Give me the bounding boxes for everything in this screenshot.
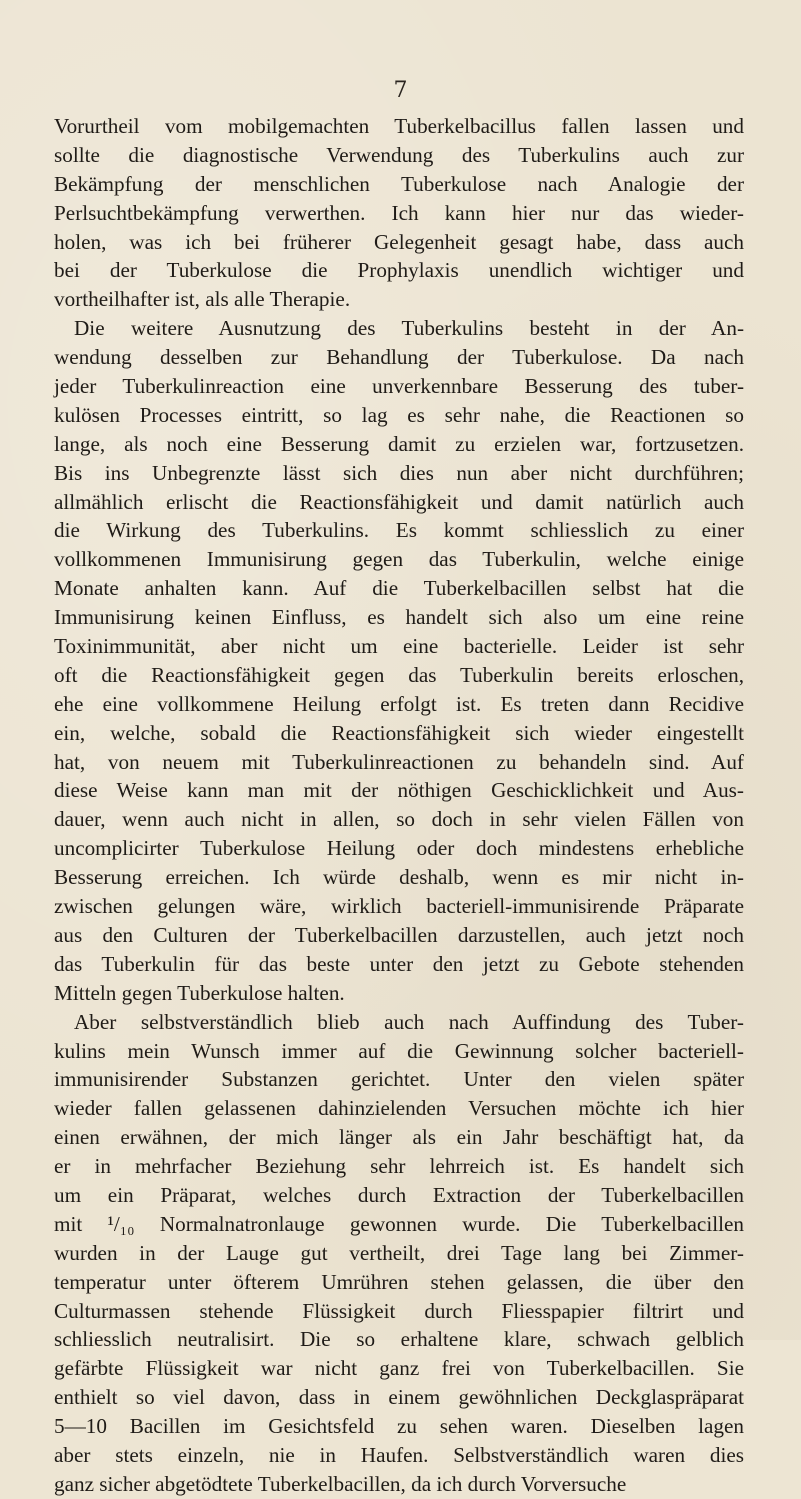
text-line: vollkommenen Immunisirung gegen das Tuberkulin, welche einige bbox=[54, 547, 744, 572]
text-line: uncomplicirter Tuberkulose Heilung oder doch mindestens erhebliche bbox=[54, 836, 744, 861]
text-line: temperatur unter öfterem Umrühren stehen gelassen, die über den bbox=[54, 1269, 744, 1294]
text-line: Bekämpfung der menschlichen Tuberkulose nach Analogie der bbox=[54, 171, 744, 196]
text-line: Monate anhalten kann. Auf die Tuberkelbacillen selbst hat die bbox=[54, 576, 744, 601]
text-line: mit ¹/₁₀ Normalnatronlauge gewonnen wurde. Die Tuberkelbacillen bbox=[54, 1211, 744, 1236]
text-line: gefärbte Flüssigkeit war nicht ganz frei von Tuberkelbacillen. Sie bbox=[54, 1356, 744, 1381]
text-line: ehe eine vollkommene Heilung erfolgt ist. Es treten dann Recidive bbox=[54, 691, 744, 716]
text-line: Immunisirung keinen Einfluss, es handelt sich also um eine reine bbox=[54, 605, 744, 630]
text-line: bei der Tuberkulose die Prophylaxis unendlich wichtiger und bbox=[54, 258, 744, 283]
text-line: Aber selbstverständlich blieb auch nach Auffindung des Tuber- bbox=[74, 1009, 744, 1034]
text-line: enthielt so viel davon, dass in einem gewöhnlichen Deckglaspräparat bbox=[54, 1385, 744, 1410]
text-line: allmählich erlischt die Reactionsfähigkeit und damit natürlich auch bbox=[54, 489, 744, 514]
text-line: Culturmassen stehende Flüssigkeit durch Fliesspapier filtrirt und bbox=[54, 1298, 744, 1323]
text-line: kulösen Processes eintritt, so lag es sehr nahe, die Reactionen so bbox=[54, 402, 744, 427]
text-line: immunisirender Substanzen gerichtet. Unter den vielen später bbox=[54, 1067, 744, 1092]
text-line: wieder fallen gelassenen dahinzielenden Versuchen möchte ich hier bbox=[54, 1096, 744, 1121]
text-line: sollte die diagnostische Verwendung des Tuberkulins auch zur bbox=[54, 142, 744, 167]
text-line: Toxinimmunität, aber nicht um eine bacterielle. Leider ist sehr bbox=[54, 634, 744, 659]
text-line: Bis ins Unbegrenzte lässt sich dies nun aber nicht durchführen; bbox=[54, 460, 744, 485]
text-line: jeder Tuberkulinreaction eine unverkennbare Besserung des tuber- bbox=[54, 374, 744, 399]
text-line: dauer, wenn auch nicht in allen, so doch in sehr vielen Fällen von bbox=[54, 807, 744, 832]
body-text bbox=[54, 112, 744, 1499]
page-number: 7 bbox=[393, 78, 408, 103]
text-line: wendung desselben zur Behandlung der Tuberkulose. Da nach bbox=[54, 345, 744, 370]
text-line: das Tuberkulin für das beste unter den jetzt zu Gebote stehenden bbox=[54, 951, 744, 976]
text-line: Besserung erreichen. Ich würde deshalb, wenn es mir nicht in- bbox=[54, 865, 744, 890]
text-line: Vorurtheil vom mobilgemachten Tuberkelbacillus fallen lassen und bbox=[54, 114, 744, 138]
text-line: kulins mein Wunsch immer auf die Gewinnung solcher bacteriell- bbox=[54, 1038, 744, 1063]
text-line: Perlsuchtbekämpfung verwerthen. Ich kann hier nur das wieder- bbox=[54, 200, 744, 225]
text-line: ganz sicher abgetödtete Tuberkelbacillen, da ich durch Vorversuche bbox=[54, 1471, 627, 1496]
text-line: lange, als noch eine Besserung damit zu erzielen war, fortzusetzen. bbox=[54, 431, 744, 456]
text-line: 5—10 Bacillen im Gesichtsfeld zu sehen waren. Dieselben lagen bbox=[54, 1414, 744, 1439]
text-line: die Wirkung des Tuberkulins. Es kommt schliesslich zu einer bbox=[54, 518, 744, 543]
text-line: diese Weise kann man mit der nöthigen Geschicklichkeit und Aus- bbox=[54, 778, 744, 803]
text-line: Mitteln gegen Tuberkulose halten. bbox=[54, 980, 345, 1005]
text-line: aber stets einzeln, nie in Haufen. Selbstverständlich waren dies bbox=[54, 1442, 744, 1467]
text-line: ein, welche, sobald die Reactionsfähigkeit sich wieder eingestellt bbox=[54, 720, 744, 745]
text-line: schliesslich neutralisirt. Die so erhaltene klare, schwach gelblich bbox=[54, 1327, 744, 1352]
text-line: wurden in der Lauge gut vertheilt, drei Tage lang bei Zimmer- bbox=[54, 1240, 744, 1265]
text-line: zwischen gelungen wäre, wirklich bacteriell-immunisirende Präparate bbox=[54, 894, 744, 919]
text-line: oft die Reactionsfähigkeit gegen das Tuberkulin bereits erloschen, bbox=[54, 662, 744, 687]
text-line: einen erwähnen, der mich länger als ein Jahr beschäftigt hat, da bbox=[54, 1125, 744, 1150]
text-line: aus den Culturen der Tuberkelbacillen darzustellen, auch jetzt noch bbox=[54, 922, 744, 947]
text-line: vortheilhafter ist, als alle Therapie. bbox=[54, 287, 351, 312]
text-line: um ein Präparat, welches durch Extraction der Tuberkelbacillen bbox=[54, 1182, 744, 1207]
text-line: er in mehrfacher Beziehung sehr lehrreich ist. Es handelt sich bbox=[54, 1154, 744, 1179]
text-line: hat, von neuem mit Tuberkulinreactionen zu behandeln sind. Auf bbox=[54, 749, 744, 774]
text-line: Die weitere Ausnutzung des Tuberkulins besteht in der An- bbox=[74, 316, 744, 341]
text-line: holen, was ich bei früherer Gelegenheit gesagt habe, dass auch bbox=[54, 229, 744, 254]
